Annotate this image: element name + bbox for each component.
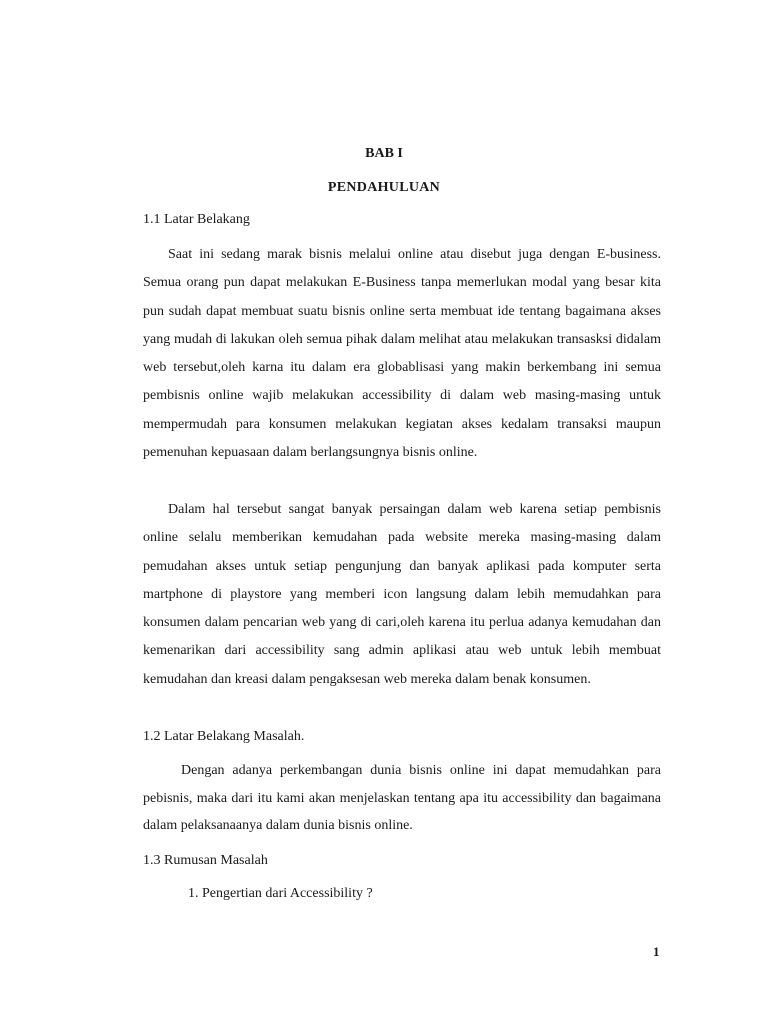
section-heading-1-3: 1.3 Rumusan Masalah — [143, 853, 268, 868]
page-number: 1 — [653, 944, 660, 959]
chapter-title: PENDAHULUAN — [327, 180, 441, 195]
paragraph-latar-belakang-1: Saat ini sedang marak bisnis melalui online atau disebut juga dengan E-business. Semua orang pun dapat melakukan E-Business tanpa memerlukan modal yang besar kita pun sudah dapat membuat suatu bisnis online serta membuat ide tentang bagaimana akses yang mudah di lakukan oleh semua pihak dalam melihat atau melakukan transasksi didalam web tersebut,oleh karna itu dalam era globablisasi yang makin berkembang ini semua pembisnis online wajib melakukan accessibility di dalam web masing-masing untuk mempermudah para konsumen melakukan kegiatan akses kedalam transaksi maupun pemenuhan kepuasaan dalam berlangsungnya bisnis online. — [143, 247, 661, 461]
chapter-number: BAB I — [365, 146, 403, 161]
section-heading-1-2: 1.2 Latar Belakang Masalah. — [143, 729, 305, 744]
section-heading-1-1: 1.1 Latar Belakang — [143, 212, 250, 227]
paragraph-latar-belakang-2: Dalam hal tersebut sangat banyak persaingan dalam web karena setiap pembisnis online selalu memberikan kemudahan pada website mereka masing-masing dalam pemudahan akses untuk setiap pengunjung dan banyak aplikasi pada komputer serta martphone di playstore yang memberi icon langsung dalam lebih memudahkan para konsumen dalam pencarian web yang di cari,oleh karena itu perlua adanya kemudahan dan kemenarikan dari accessibility sang admin aplikasi atau web untuk lebih membuat kemudahan dan kreasi dalam pengaksesan web mereka dalam benak konsumen. — [143, 502, 661, 687]
paragraph-latar-belakang-masalah: Dengan adanya perkembangan dunia bisnis online ini dapat memudahkan para pebisnis, maka dari itu kami akan menjelaskan tentang apa itu accessibility dan bagaimana dalam pelaksanaanya dalam dunia bisnis online. — [143, 763, 661, 833]
rumusan-masalah-item-1: 1. Pengertian dari Accessibility ? — [188, 886, 373, 901]
